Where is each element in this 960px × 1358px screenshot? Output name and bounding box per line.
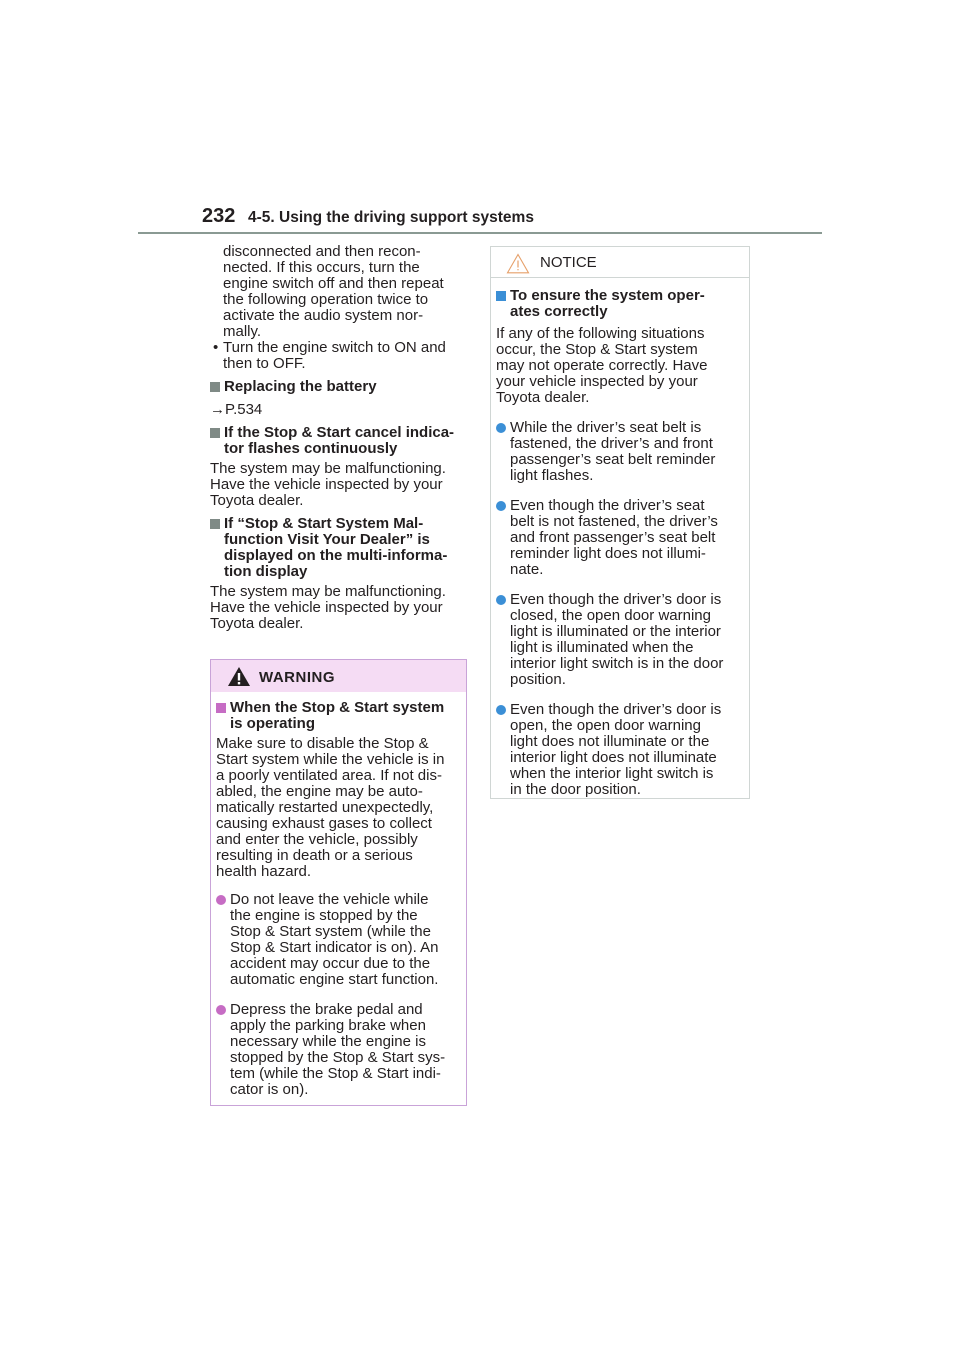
warning-text: Make sure to disable the Stop & Start system while the vehicle is in a poorly ventilated area. If not dis- abled, the engine may be auto- matically restarted unexpectedly, causing exhaust gases to collect and enter the vehicle, possibly resulting in death or a serious health hazard. xyxy=(216,735,445,880)
warning-bullet: Depress the brake pedal and apply the parking brake when necessary while the engine is stopped by the Stop & Start sys- tem (while the Stop & Start indi- cator is on). xyxy=(216,1002,461,1098)
section-title: 4-5. Using the driving support systems xyxy=(248,209,534,226)
warning-content xyxy=(211,692,466,1098)
warning-box xyxy=(210,659,467,1106)
warning-bullet: Do not leave the vehicle while the engine is stopped by the Stop & Start system (while the Stop & Start indicator is on). An accident may occur due to the automatic engine start function. xyxy=(216,892,461,988)
header-divider xyxy=(138,232,822,234)
notice-triangle-icon xyxy=(506,253,530,274)
round-bullet-icon xyxy=(496,501,506,511)
round-bullet-icon xyxy=(496,423,506,433)
warning-header xyxy=(211,660,466,692)
notice-box xyxy=(490,246,750,799)
bullet-marker: • xyxy=(213,339,219,356)
square-bullet-icon xyxy=(496,291,506,301)
malfunction-message-heading: If “Stop & Start System Mal- function Visit Your Dealer” is displayed on the multi-informa- tion display xyxy=(210,516,466,580)
warning-triangle-icon xyxy=(227,666,251,687)
round-bullet-icon xyxy=(496,595,506,605)
left-column xyxy=(210,244,466,632)
cancel-indicator-text: The system may be malfunctioning. Have the vehicle inspected by your Toyota dealer. xyxy=(210,460,446,509)
notice-bullet: Even though the driver’s door is closed, the open door warning light is illuminated or the interior light is illuminated when the interior light switch is in the door position. xyxy=(496,592,744,688)
malfunction-message-text: The system may be malfunctioning. Have the vehicle inspected by your Toyota dealer. xyxy=(210,583,446,632)
square-bullet-icon xyxy=(210,382,220,392)
square-bullet-icon xyxy=(210,519,220,529)
cancel-indicator-heading: If the Stop & Start cancel indica- tor flashes continuously xyxy=(210,425,466,457)
square-bullet-icon xyxy=(210,428,220,438)
notice-bullet: Even though the driver’s seat belt is not fastened, the driver’s and front passenger’s seat belt reminder light does not illumi- nate. xyxy=(496,498,744,578)
round-bullet-icon xyxy=(496,705,506,715)
notice-content xyxy=(491,278,749,798)
page-number: 232 xyxy=(202,205,236,227)
notice-text: If any of the following situations occur, the Stop & Start system may not operate correctly. Have your vehicle inspected by your Toyota dealer. xyxy=(496,325,708,406)
round-bullet-icon xyxy=(216,1005,226,1015)
square-bullet-icon xyxy=(216,703,226,713)
notice-title: NOTICE xyxy=(540,254,597,271)
warning-title: WARNING xyxy=(259,669,335,686)
continued-text: disconnected and then recon- nected. If this occurs, turn the engine switch off and then repeat the following operation twice to activate the audio system nor- mally. xyxy=(223,243,444,340)
notice-bullet: While the driver’s seat belt is fastened, the driver’s and front passenger’s seat belt reminder light flashes. xyxy=(496,420,744,484)
page-header xyxy=(138,204,822,235)
notice-bullet: Even though the driver’s door is open, the open door warning light does not illuminate or the interior light does not illuminate when the interior light switch is in the door position. xyxy=(496,702,744,798)
notice-header xyxy=(491,247,749,278)
warning-heading: When the Stop & Start system is operating xyxy=(216,700,461,732)
round-bullet-icon xyxy=(216,895,226,905)
replacing-battery-heading: Replacing the battery xyxy=(210,379,466,395)
page-reference: →P.534 xyxy=(210,401,263,418)
notice-heading: To ensure the system oper- ates correctly xyxy=(496,288,744,320)
bullet-item: • Turn the engine switch to ON and then to OFF. xyxy=(213,339,446,372)
